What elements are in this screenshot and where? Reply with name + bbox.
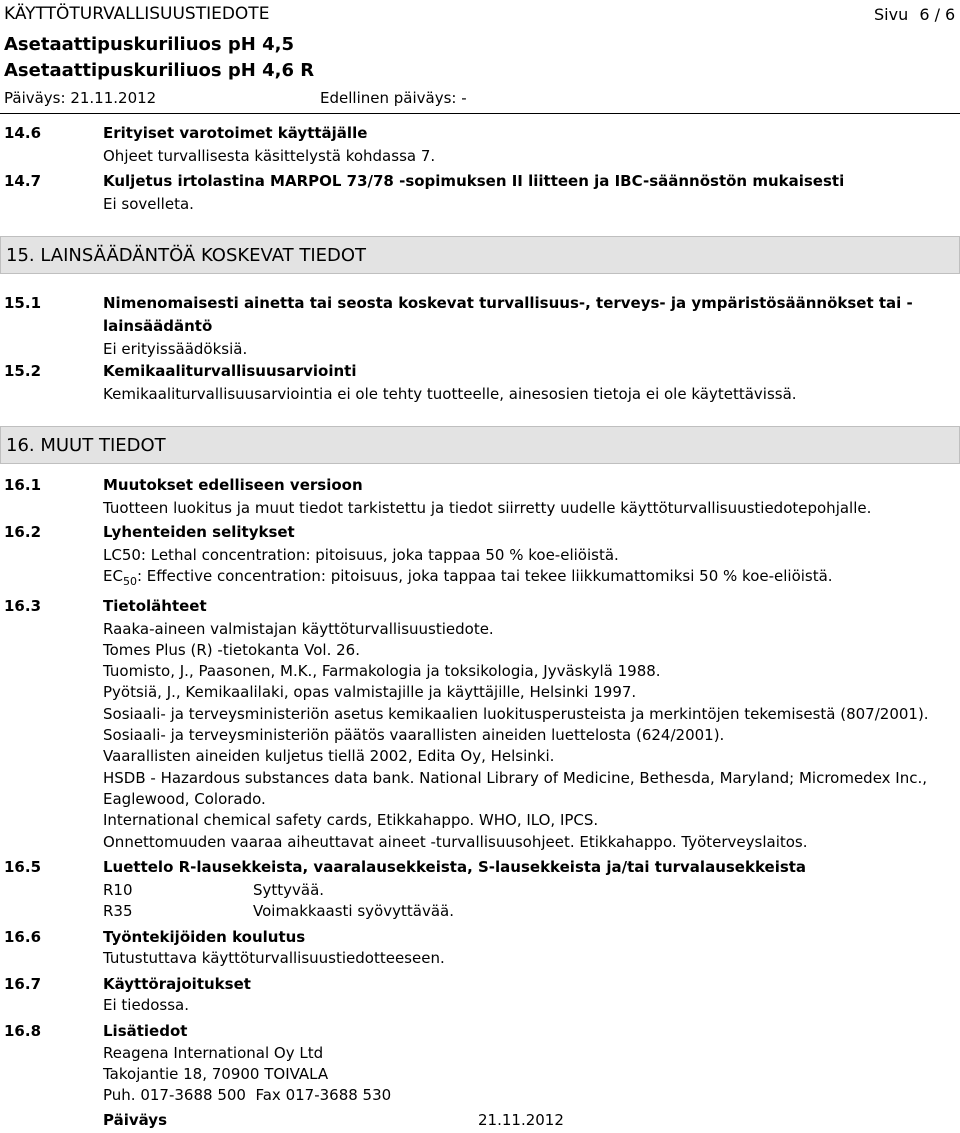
subsection-text: Kemikaaliturvallisuusarviointia ei ole tehty tuotteelle, ainesosien tietoja ei ole käytettävissä. <box>103 385 797 403</box>
section-number: 14.6 <box>4 124 42 142</box>
subsection-title: Lisätiedot <box>103 1022 188 1040</box>
phrase-code: R35 <box>103 902 133 920</box>
ec-subscript: 50 <box>122 575 137 588</box>
source-line: Pyötsiä, J., Kemikaalilaki, opas valmistajille ja käyttäjille, Helsinki 1997. <box>103 683 637 701</box>
subsection-text: Ei tiedossa. <box>103 996 189 1014</box>
phrase-text: Syttyvää. <box>253 881 325 899</box>
section-number: 16.5 <box>4 858 42 876</box>
abbreviation-ec50 <box>103 568 833 589</box>
previous-revision-date: Edellinen päiväys: - <box>320 89 467 107</box>
subsection-title: Luettelo R-lausekkeista, vaaralausekkeista, S-lausekkeista ja/tai turvalausekkeista <box>103 858 807 876</box>
source-line: Onnettomuuden vaaraa aiheuttavat aineet -turvallisuusohjeet. Etikkahappo. Työterveyslaitos. <box>103 833 808 851</box>
subsection-title: Lyhenteiden selitykset <box>103 523 295 541</box>
section-number: 16.2 <box>4 523 42 541</box>
subsection-text: Tutustuttava käyttöturvallisuustiedotteeseen. <box>103 949 445 967</box>
subsection-text: Tuotteen luokitus ja muut tiedot tarkistettu ja tiedot siirretty uudelle käyttöturvallisuustiedotepohjalle. <box>103 499 872 517</box>
product-name-2: Asetaattipuskuriliuos pH 4,6 R <box>4 60 315 81</box>
section-number: 16.1 <box>4 476 42 494</box>
source-line: Vaarallisten aineiden kuljetus tiellä 2002, Edita Oy, Helsinki. <box>103 747 555 765</box>
source-line: Eaglewood, Colorado. <box>103 790 266 808</box>
ec-prefix: EC <box>103 567 123 585</box>
company-phone: Puh. 017-3688 500 Fax 017-3688 530 <box>103 1086 392 1104</box>
footer-date-label: Päiväys <box>103 1111 167 1129</box>
subsection-text: Ohjeet turvallisesta käsittelystä kohdassa 7. <box>103 147 436 165</box>
source-line: Sosiaali- ja terveysministeriön päätös vaarallisten aineiden luettelosta (624/2001). <box>103 726 725 744</box>
document-title: KÄYTTÖTURVALLISUUSTIEDOTE <box>4 4 270 24</box>
page-number: 6 / 6 <box>919 5 956 24</box>
company-name: Reagena International Oy Ltd <box>103 1044 324 1062</box>
source-line: International chemical safety cards, Etikkahappo. WHO, ILO, IPCS. <box>103 811 599 829</box>
subsection-title-cont: lainsäädäntö <box>103 317 213 335</box>
abbreviation-lc50: LC50: Lethal concentration: pitoisuus, joka tappaa 50 % koe-eliöistä. <box>103 546 619 564</box>
section-number: 14.7 <box>4 172 42 190</box>
source-line: Raaka-aineen valmistajan käyttöturvallisuustiedote. <box>103 620 494 638</box>
page-indicator <box>874 6 955 24</box>
company-address: Takojantie 18, 70900 TOIVALA <box>103 1065 329 1083</box>
phrase-text: Voimakkaasti syövyttävää. <box>253 902 454 920</box>
source-line: HSDB - Hazardous substances data bank. National Library of Medicine, Bethesda, Maryland; Micromedex Inc., <box>103 769 928 787</box>
phrase-code: R10 <box>103 881 133 899</box>
subsection-title: Nimenomaisesti ainetta tai seosta koskevat turvallisuus-, terveys- ja ympäristösäännökset tai - <box>103 294 913 312</box>
subsection-title: Tietolähteet <box>103 597 207 615</box>
subsection-title: Kuljetus irtolastina MARPOL 73/78 -sopimuksen II liitteen ja IBC-säännöstön mukaisesti <box>103 172 845 190</box>
source-line: Sosiaali- ja terveysministeriön asetus kemikaalien luokitusperusteista ja merkintöjen tekemisestä (807/2001). <box>103 705 929 723</box>
section-number: 16.3 <box>4 597 42 615</box>
subsection-title: Kemikaaliturvallisuusarviointi <box>103 362 357 380</box>
subsection-title: Muutokset edelliseen versioon <box>103 476 363 494</box>
subsection-text: Ei erityissäädöksiä. <box>103 340 248 358</box>
source-line: Tomes Plus (R) -tietokanta Vol. 26. <box>103 641 360 659</box>
subsection-title: Työntekijöiden koulutus <box>103 928 306 946</box>
header-divider <box>0 113 960 114</box>
source-line: Tuomisto, J., Paasonen, M.K., Farmakologia ja toksikologia, Jyväskylä 1988. <box>103 662 661 680</box>
section-number: 16.8 <box>4 1022 42 1040</box>
subsection-text: Ei sovelleta. <box>103 195 194 213</box>
product-name-1: Asetaattipuskuriliuos pH 4,5 <box>4 34 294 55</box>
section-number: 16.7 <box>4 975 42 993</box>
section-number: 15.1 <box>4 294 42 312</box>
revision-date: Päiväys: 21.11.2012 <box>4 89 157 107</box>
subsection-title: Käyttörajoitukset <box>103 975 251 993</box>
page-label: Sivu <box>874 5 909 24</box>
section-number: 15.2 <box>4 362 42 380</box>
footer-date: 21.11.2012 <box>478 1111 564 1129</box>
subsection-title: Erityiset varotoimet käyttäjälle <box>103 124 368 142</box>
section-15-heading: 15. LAINSÄÄDÄNTÖÄ KOSKEVAT TIEDOT <box>6 245 367 266</box>
ec-definition: : Effective concentration: pitoisuus, joka tappaa tai tekee liikkumattomiksi 50 % koe-eliöistä. <box>136 567 833 585</box>
section-number: 16.6 <box>4 928 42 946</box>
section-16-heading: 16. MUUT TIEDOT <box>6 435 166 456</box>
